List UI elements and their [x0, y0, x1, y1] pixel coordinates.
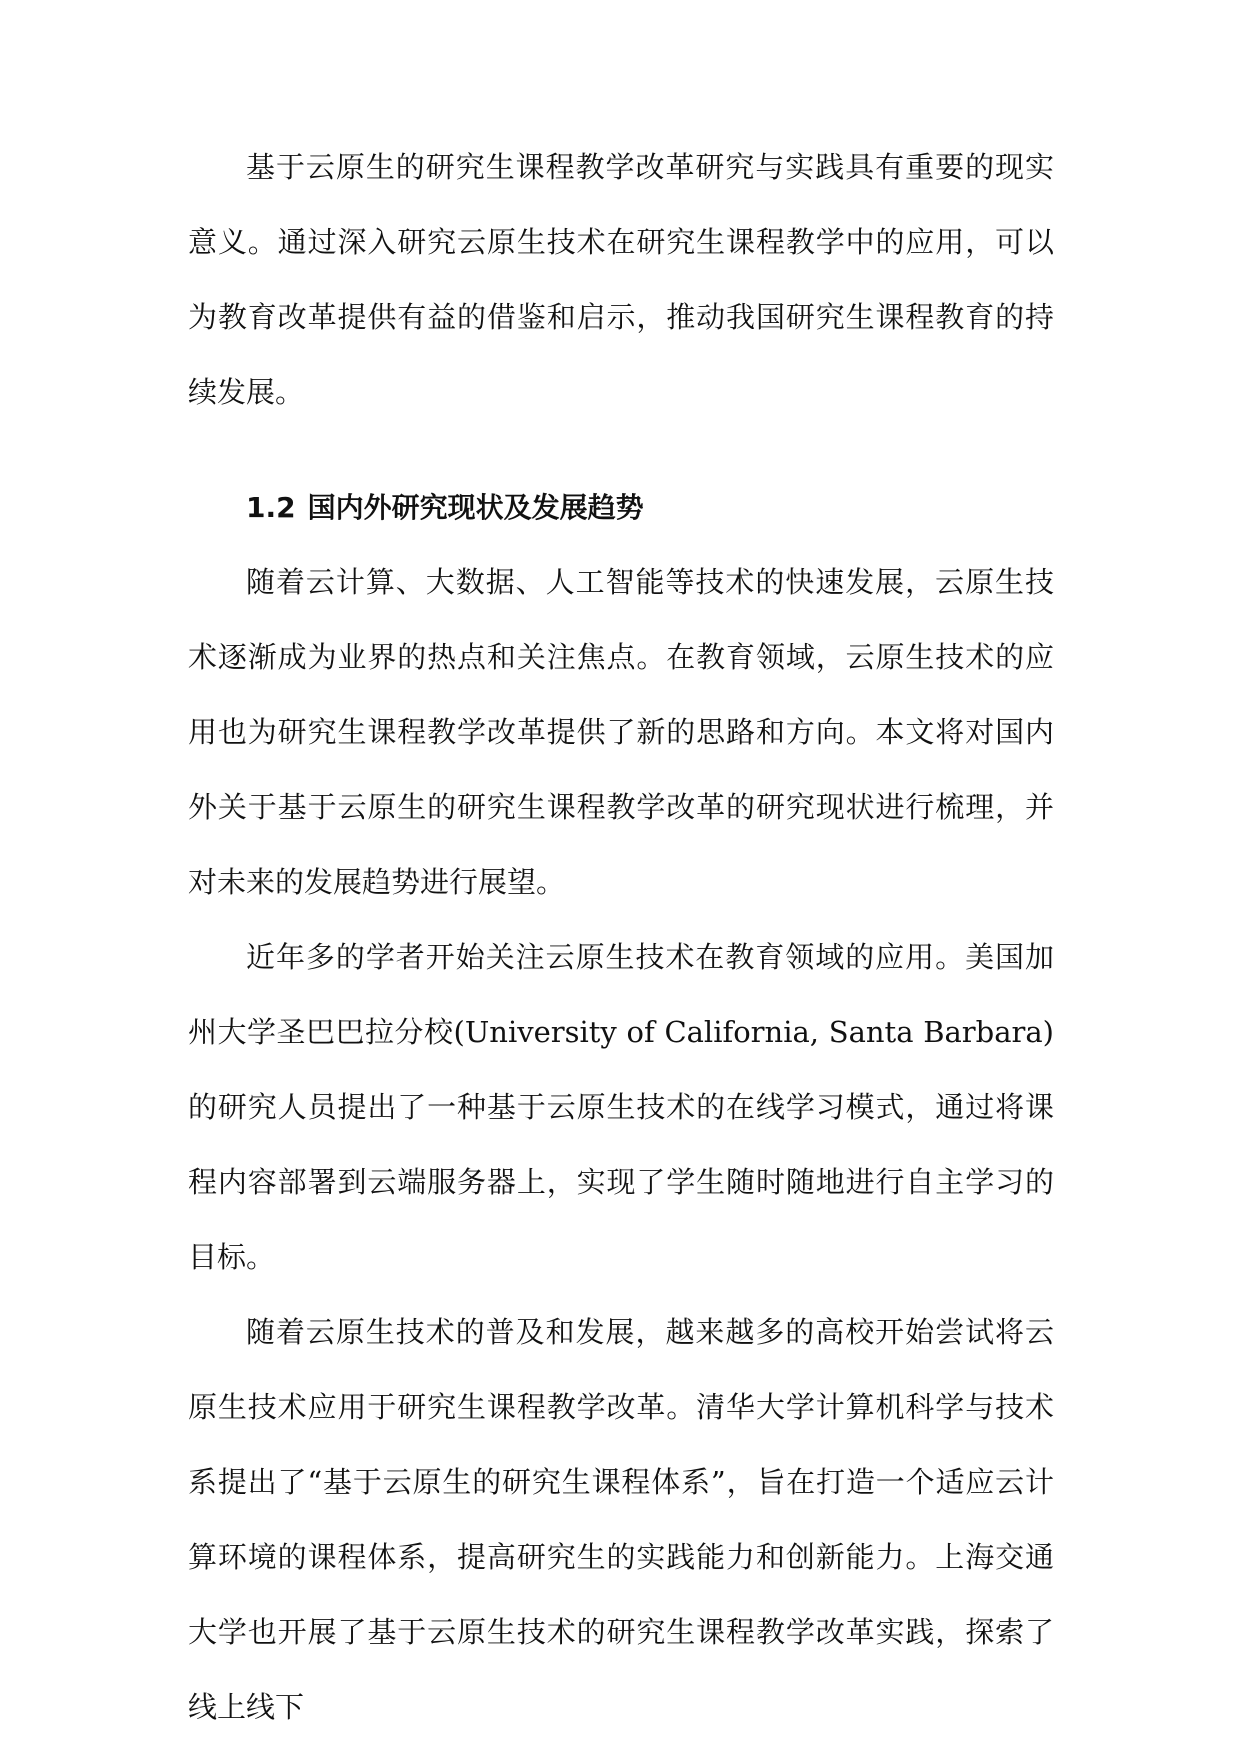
section-heading	[188, 470, 1054, 545]
paragraph-intro: 随着云计算、大数据、人工智能等技术的快速发展，云原生技术逐渐成为业界的热点和关注焦点。在教育领域，云原生技术的应用也为研究生课程教学改革提供了新的思路和方向。本文将对国内外关于基于云原生的研究生课程教学改革的研究现状进行梳理，并对未来的发展趋势进行展望。	[188, 565, 1054, 899]
document-body	[188, 130, 1054, 1745]
paragraph-significance: 基于云原生的研究生课程教学改革研究与实践具有重要的现实意义。通过深入研究云原生技术在研究生课程教学中的应用，可以为教育改革提供有益的借鉴和启示，推动我国研究生课程教育的持续发展。	[188, 150, 1054, 409]
section-number: 1.2	[246, 491, 296, 524]
paragraph-domestic-research: 随着云原生技术的普及和发展，越来越多的高校开始尝试将云原生技术应用于研究生课程教学改革。清华大学计算机科学与技术系提出了“基于云原生的研究生课程体系”，旨在打造一个适应云计算环境的课程体系，提高研究生的实践能力和创新能力。上海交通大学也开展了基于云原生技术的研究生课程教学改革实践，探索了线上线下	[188, 1315, 1054, 1724]
section-title: 国内外研究现状及发展趋势	[307, 491, 644, 524]
paragraph-foreign-research: 近年多的学者开始关注云原生技术在教育领域的应用。美国加州大学圣巴巴拉分校(University of California, Santa Barbara)的研究人员提出了一种基于云原生技术的在线学习模式，通过将课程内容部署到云端服务器上，实现了学生随时随地进行自主学习的目标。	[188, 940, 1054, 1274]
